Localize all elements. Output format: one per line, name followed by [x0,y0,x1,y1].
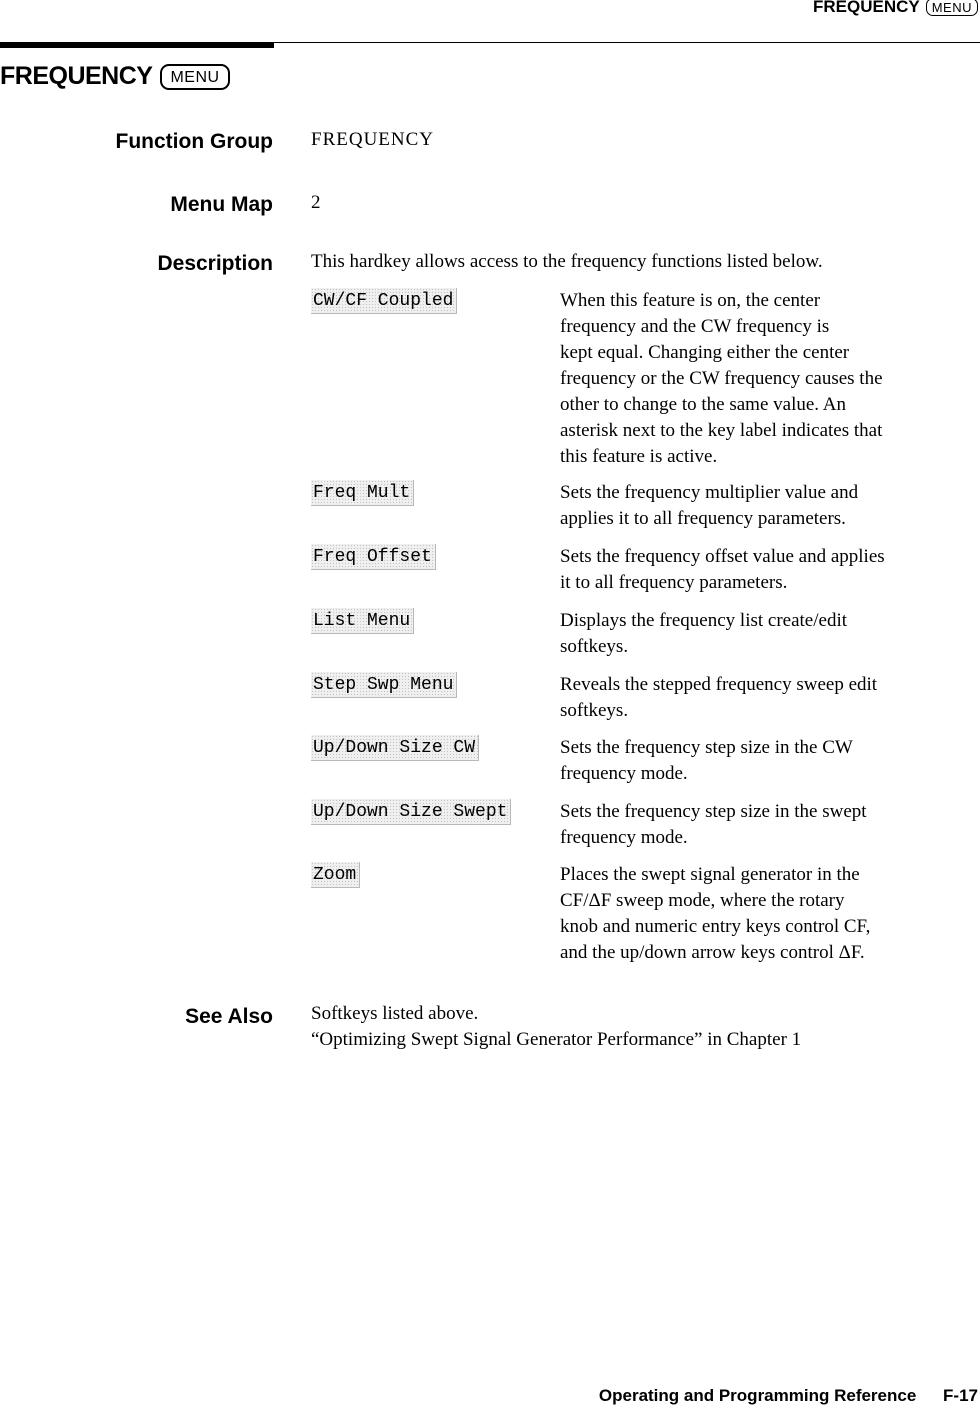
softkey-description [560,480,980,532]
softkey-description [560,799,980,851]
softkey-description [560,608,980,660]
desc-line: frequency mode. [560,827,688,848]
softkey-freq-mult[interactable]: Freq Mult [311,480,414,506]
desc-line: Places the swept signal generator in the [560,864,860,885]
desc-line: asterisk next to the key label indicates that [560,420,883,441]
page-title [0,62,230,91]
desc-line: CF/ΔF sweep mode, where the rotary [560,890,845,911]
desc-line: and the up/down arrow keys control ΔF. [560,942,865,963]
see-also-line: Softkeys listed above. [311,1003,479,1024]
softkey-cw-cf-coupled[interactable]: CW/CF Coupled [311,288,457,314]
softkey-description [560,672,980,724]
header-rule-thick [0,42,274,48]
desc-line: it to all frequency parameters. [560,572,788,593]
header-rule-thin [274,42,980,43]
desc-line: applies it to all frequency parameters. [560,508,846,529]
softkey-freq-offset[interactable]: Freq Offset [311,544,436,570]
desc-line: Displays the frequency list create/edit [560,610,848,631]
footer-title: Operating and Programming Reference [598,1386,917,1405]
function-group-label: Function Group [115,130,273,153]
menu-key-icon: MENU [160,64,229,90]
see-also-link: “Optimizing Swept Signal Generator Performance” in Chapter 1 [311,1029,802,1050]
desc-line: Reveals the stepped frequency sweep edit [560,674,878,695]
running-header [813,0,978,17]
menu-map-label: Menu Map [170,193,273,216]
page-number: F-17 [943,1386,978,1405]
desc-line: knob and numeric entry keys control CF, [560,916,871,937]
desc-line: Sets the frequency offset value and applies [560,546,885,567]
desc-line: frequency and the CW frequency is [560,316,830,337]
softkey-step-swp-menu[interactable]: Step Swp Menu [311,672,457,698]
softkey-list-menu[interactable]: List Menu [311,608,414,634]
softkey-zoom[interactable]: Zoom [311,862,360,888]
desc-line: kept equal. Changing either the center [560,342,850,363]
menu-key-icon: MENU [926,0,978,16]
desc-line: this feature is active. [560,446,718,467]
softkey-description [560,544,980,596]
desc-line: When this feature is on, the center [560,290,821,311]
softkey-up-down-size-swept[interactable]: Up/Down Size Swept [311,799,511,825]
softkey-description [560,288,980,470]
desc-line: frequency mode. [560,763,688,784]
desc-line: Sets the frequency step size in the swept [560,801,867,822]
page-footer [599,1386,978,1406]
desc-line: Sets the frequency multiplier value and [560,482,859,503]
desc-line: Sets the frequency step size in the CW [560,737,853,758]
desc-line: softkeys. [560,700,629,721]
softkey-description [560,735,980,787]
description-intro: This hardkey allows access to the frequency functions listed below. [311,251,823,272]
page-title-text: FREQUENCY [0,62,153,90]
menu-map-value: 2 [311,192,321,213]
description-label: Description [157,252,273,275]
see-also-label: See Also [185,1005,273,1028]
see-also-list [311,1001,801,1053]
desc-line: frequency or the CW frequency causes the [560,368,883,389]
softkey-description [560,862,980,966]
desc-line: softkeys. [560,636,629,657]
function-group-value: FREQUENCY [311,129,435,150]
desc-line: other to change to the same value. An [560,394,846,415]
running-header-title: FREQUENCY [812,0,920,16]
softkey-up-down-size-cw[interactable]: Up/Down Size CW [311,735,479,761]
